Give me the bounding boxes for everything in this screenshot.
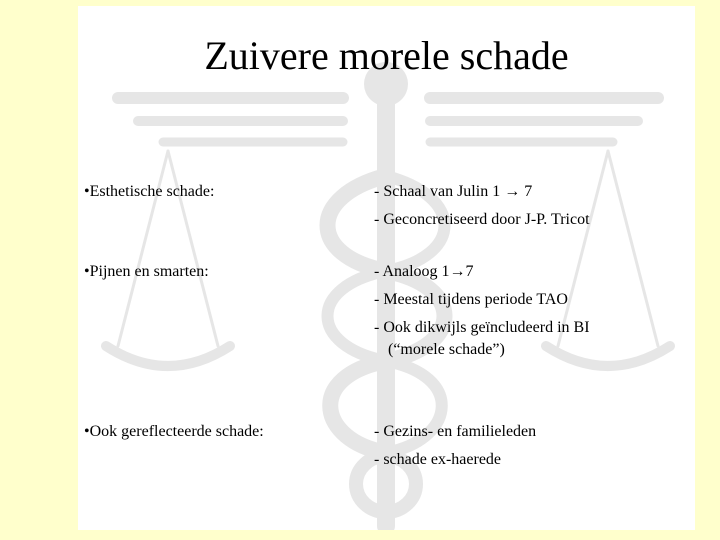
detail-item: - Meestal tijdens periode TAO — [374, 291, 568, 308]
section-label-gereflecteerde: •Ook gereflecteerde schade: — [84, 423, 264, 440]
detail-item: - Analoog 1→7 — [374, 263, 474, 280]
detail-item: - Gezins- en familieleden — [374, 423, 537, 440]
slide — [78, 6, 695, 530]
detail-item-continuation: (“morele schade”) — [388, 341, 505, 358]
detail-item: - Ook dikwijls geïncludeerd in BI — [374, 319, 590, 336]
detail-item: - Geconcretiseerd door J-P. Tricot — [374, 211, 590, 228]
detail-item: - schade ex-haerede — [374, 451, 502, 468]
section-label-esthetische: •Esthetische schade: — [84, 183, 215, 200]
detail-item: - Schaal van Julin 1 → 7 — [374, 183, 533, 200]
slide-title: Zuivere morele schade — [204, 33, 569, 78]
section-label-pijnen: •Pijnen en smarten: — [84, 263, 209, 280]
